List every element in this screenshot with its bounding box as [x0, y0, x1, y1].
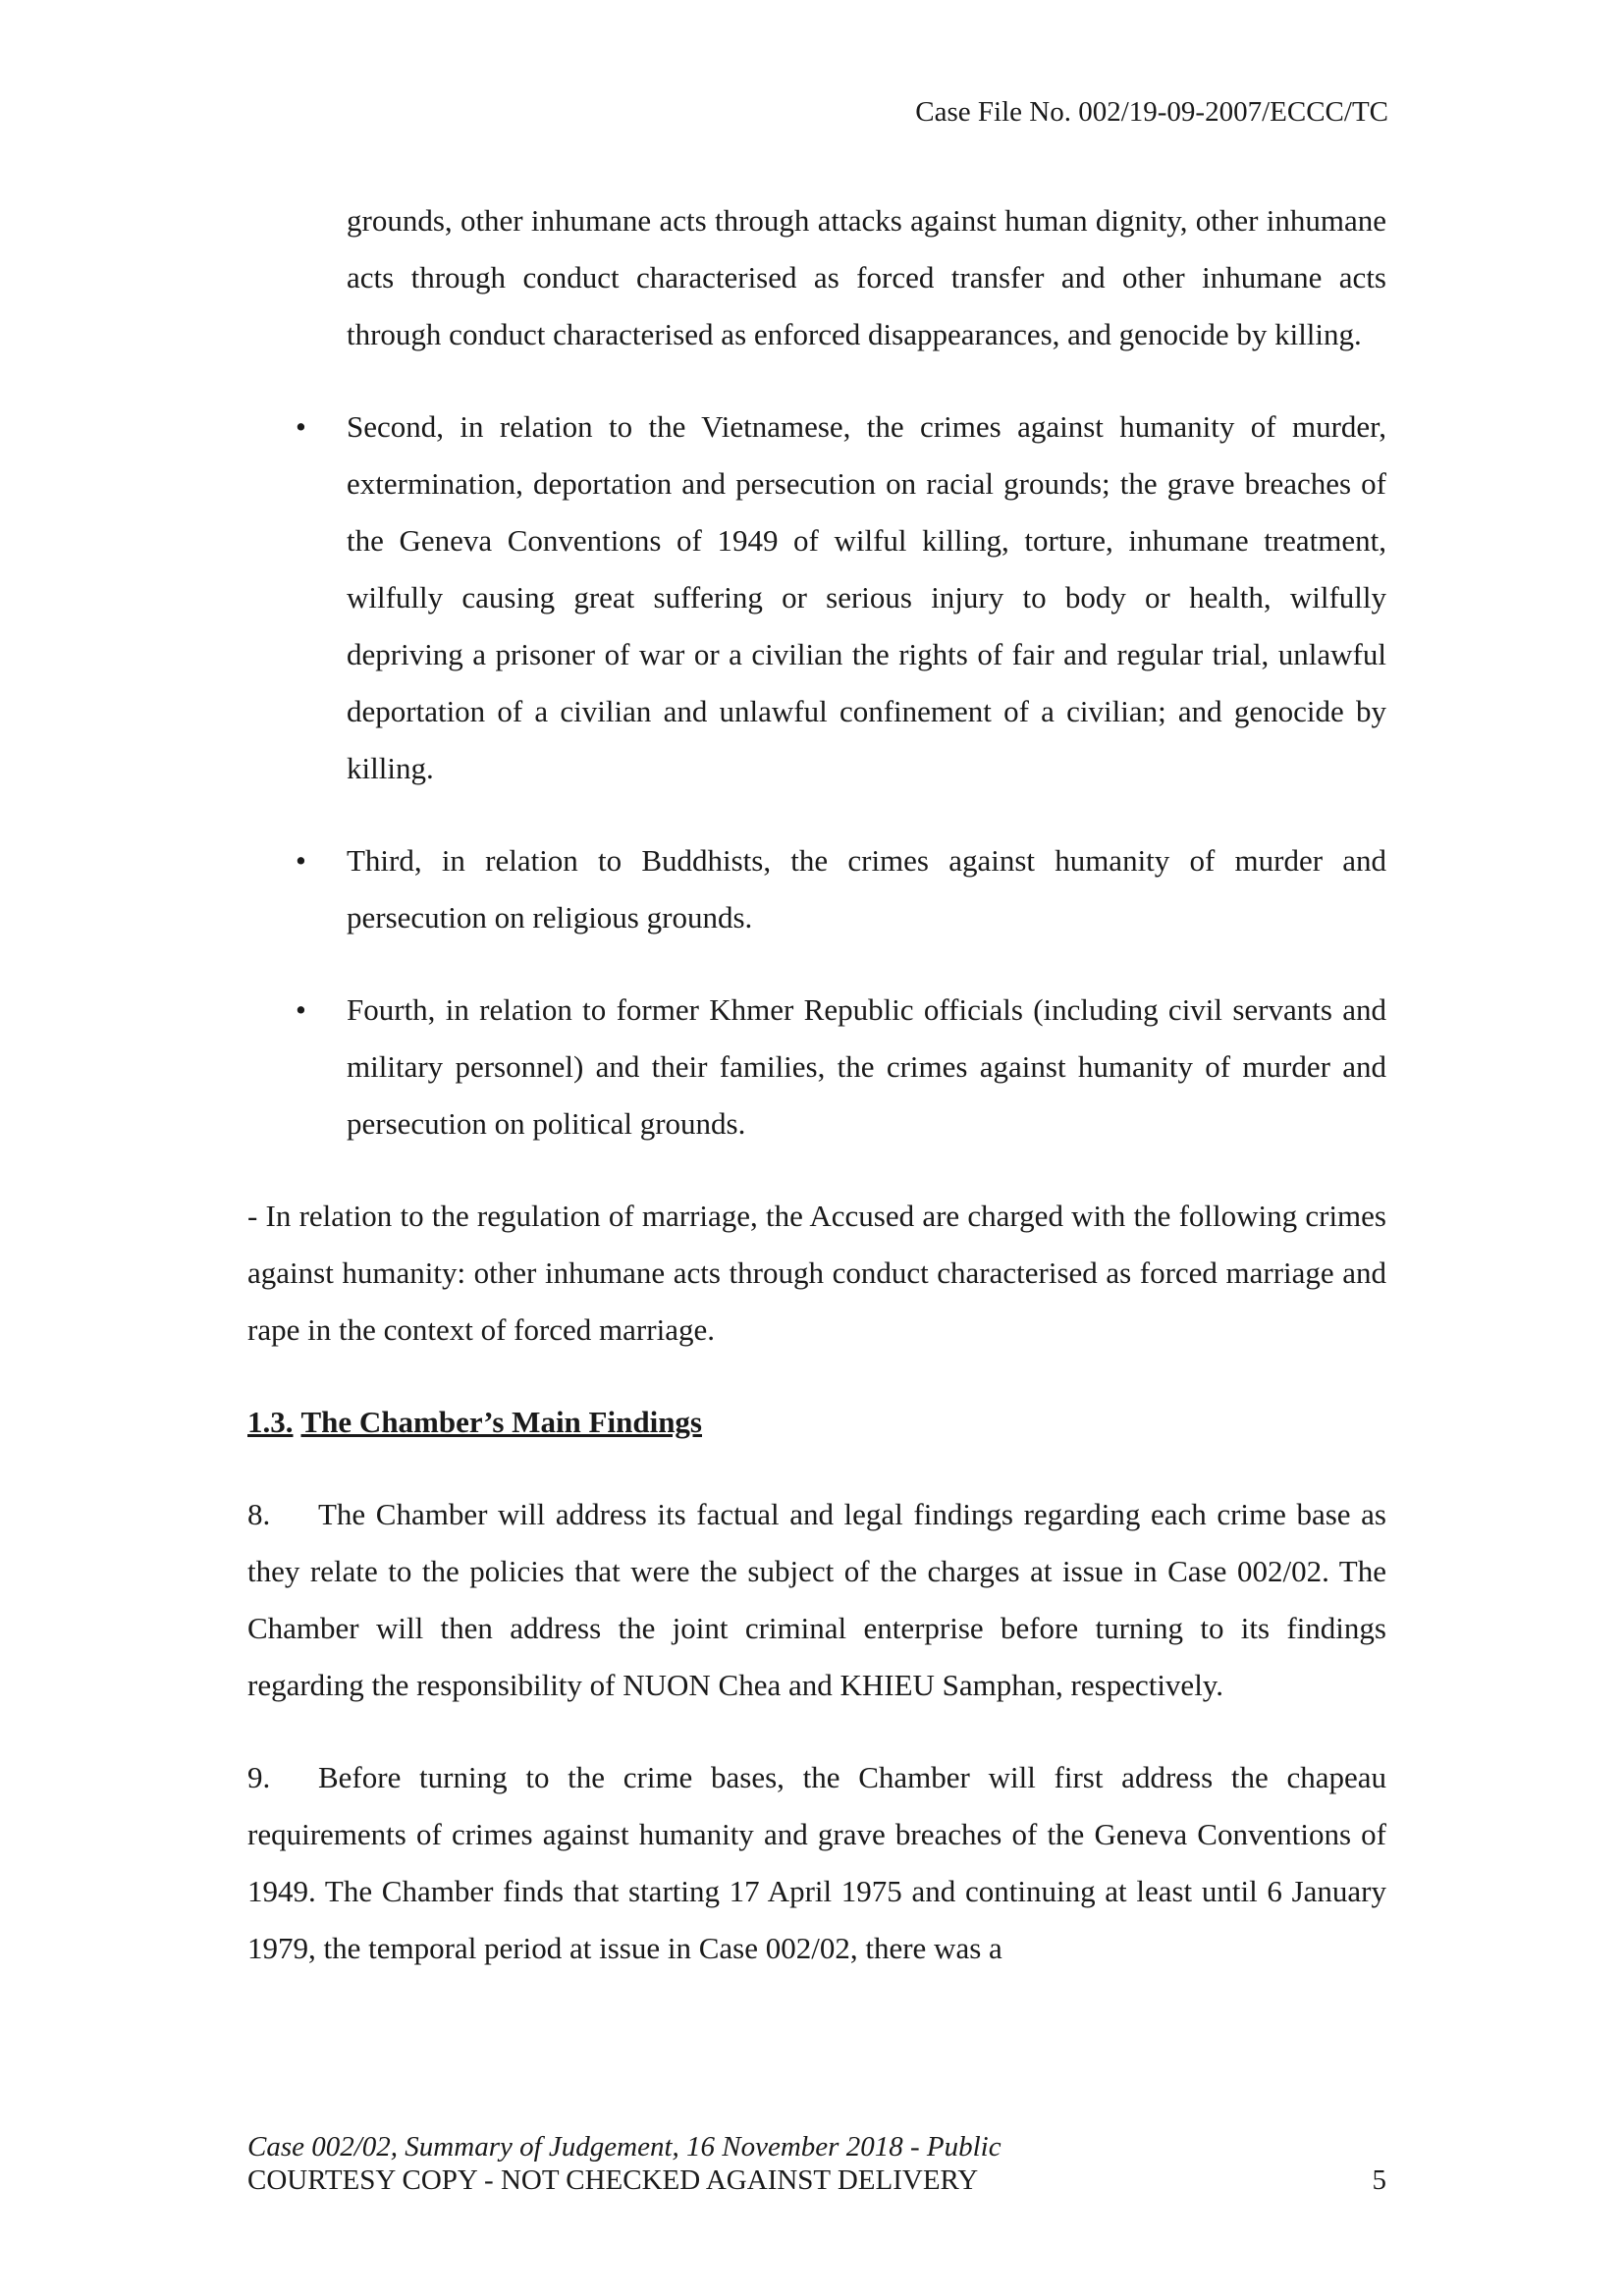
page-number: 5: [1372, 2164, 1386, 2196]
bullet-text: Second, in relation to the Vietnamese, the crimes against humanity of murder, extermination, deportation and persecution on racial grounds; the grave breaches of the Geneva Conventions of 1949 of wilful killing, torture, inhumane treatment, wilfully causing great suffering or serious injury to body or health, wilfully depriving a prisoner of war or a civilian the rights of fair and regular trial, unlawful deportation of a civilian and unlawful confinement of a civilian; and genocide by killing.: [347, 409, 1386, 785]
paragraph-number: 9.: [247, 1760, 271, 1794]
footer-notice: COURTESY COPY - NOT CHECKED AGAINST DELIVERY: [247, 2164, 979, 2196]
bullet-item: [296, 832, 1386, 946]
footer-notice-row: [247, 2163, 1386, 2197]
bullet-icon: •: [296, 409, 306, 444]
footer-citation: Case 002/02, Summary of Judgement, 16 November 2018 - Public: [247, 2131, 1001, 2163]
section-heading: [247, 1394, 1386, 1451]
bullet-item: [296, 982, 1386, 1152]
section-number: 1.3.: [247, 1405, 294, 1439]
continuation-paragraph: grounds, other inhumane acts through attacks against human dignity, other inhumane acts through conduct characterised as forced transfer and other inhumane acts through conduct characterised as enforced disappearances, and genocide by killing.: [347, 203, 1386, 351]
paragraph-text: Before turning to the crime bases, the Chamber will first address the chapeau requirements of crimes against humanity and grave breaches of the Geneva Conventions of 1949. The Chamber finds that starting 17 April 1975 and continuing at least until 6 January 1979, the temporal period at issue in Case 002/02, there was a: [247, 1760, 1386, 1965]
bullet-icon: •: [296, 843, 306, 878]
paragraph-number: 8.: [247, 1497, 271, 1531]
case-file-header: Case File No. 002/19-09-2007/ECCC/TC: [915, 96, 1388, 128]
section-title: The Chamber’s Main Findings: [300, 1405, 702, 1439]
bullet-item: [296, 399, 1386, 797]
document-body: [247, 192, 1386, 1977]
page-footer: [247, 2130, 1386, 2197]
marriage-paragraph: - In relation to the regulation of marriage, the Accused are charged with the following crimes against humanity: other inhumane acts through conduct characterised as forced marriage and rape in the context of forced marriage.: [247, 1199, 1386, 1347]
numbered-paragraph: [247, 1486, 1386, 1714]
numbered-paragraph: [247, 1749, 1386, 1977]
bullet-text: Third, in relation to Buddhists, the crimes against humanity of murder and persecution on religious grounds.: [347, 843, 1386, 934]
bullet-text: Fourth, in relation to former Khmer Republic officials (including civil servants and military personnel) and their families, the crimes against humanity of murder and persecution on political grounds.: [347, 992, 1386, 1141]
bullet-icon: •: [296, 992, 306, 1027]
paragraph-text: The Chamber will address its factual and legal findings regarding each crime base as they relate to the policies that were the subject of the charges at issue in Case 002/02. The Chamber will then address the joint criminal enterprise before turning to its findings regarding the responsibility of NUON Chea and KHIEU Samphan, respectively.: [247, 1497, 1386, 1702]
